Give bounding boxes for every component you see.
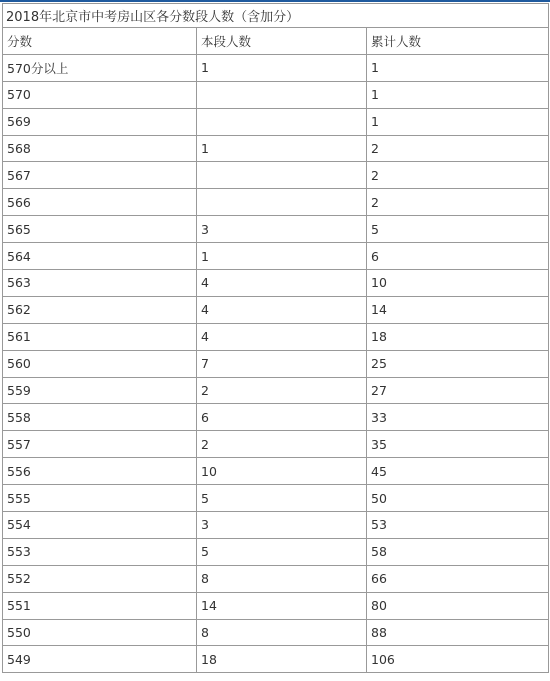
cell-score: 551 [3, 592, 197, 619]
header-row [3, 28, 549, 55]
cell-score: 566 [3, 189, 197, 216]
cell-segment-count: 14 [197, 592, 367, 619]
cell-cumulative-count: 88 [367, 619, 549, 646]
table-row [3, 81, 549, 108]
cell-cumulative-count: 58 [367, 538, 549, 565]
cell-cumulative-count: 25 [367, 350, 549, 377]
header-cumulative-count: 累计人数 [367, 28, 549, 55]
cell-segment-count: 2 [197, 377, 367, 404]
cell-score: 558 [3, 404, 197, 431]
cell-cumulative-count: 35 [367, 431, 549, 458]
cell-cumulative-count: 66 [367, 565, 549, 592]
cell-cumulative-count: 2 [367, 162, 549, 189]
cell-segment-count [197, 81, 367, 108]
cell-segment-count: 7 [197, 350, 367, 377]
table-row [3, 485, 549, 512]
cell-segment-count: 3 [197, 512, 367, 539]
cell-segment-count: 5 [197, 538, 367, 565]
table-row [3, 243, 549, 270]
cell-cumulative-count: 45 [367, 458, 549, 485]
table-body [3, 4, 549, 673]
cell-segment-count: 4 [197, 323, 367, 350]
table-row [3, 592, 549, 619]
table-row [3, 646, 549, 673]
score-distribution-table [2, 3, 549, 673]
table-row [3, 270, 549, 297]
cell-score: 556 [3, 458, 197, 485]
cell-score: 570 [3, 81, 197, 108]
cell-segment-count: 4 [197, 270, 367, 297]
table-row [3, 108, 549, 135]
cell-cumulative-count: 14 [367, 296, 549, 323]
cell-segment-count: 18 [197, 646, 367, 673]
cell-score: 563 [3, 270, 197, 297]
table-row [3, 458, 549, 485]
cell-cumulative-count: 5 [367, 216, 549, 243]
table-row [3, 619, 549, 646]
cell-cumulative-count: 2 [367, 189, 549, 216]
cell-score: 562 [3, 296, 197, 323]
table-row [3, 538, 549, 565]
cell-score: 554 [3, 512, 197, 539]
cell-segment-count [197, 162, 367, 189]
table-row [3, 216, 549, 243]
cell-segment-count: 10 [197, 458, 367, 485]
cell-score: 568 [3, 135, 197, 162]
cell-segment-count: 8 [197, 619, 367, 646]
table-row [3, 350, 549, 377]
cell-cumulative-count: 1 [367, 81, 549, 108]
table-row [3, 323, 549, 350]
cell-segment-count: 8 [197, 565, 367, 592]
cell-score: 560 [3, 350, 197, 377]
table-row [3, 54, 549, 81]
cell-score: 569 [3, 108, 197, 135]
top-border [0, 0, 550, 2]
table-title: 2018年北京市中考房山区各分数段人数（含加分） [3, 4, 549, 28]
table-row [3, 135, 549, 162]
cell-segment-count: 6 [197, 404, 367, 431]
header-segment-count: 本段人数 [197, 28, 367, 55]
table-row [3, 431, 549, 458]
cell-segment-count: 4 [197, 296, 367, 323]
cell-segment-count: 3 [197, 216, 367, 243]
cell-score: 565 [3, 216, 197, 243]
cell-score: 550 [3, 619, 197, 646]
header-score: 分数 [3, 28, 197, 55]
cell-cumulative-count: 106 [367, 646, 549, 673]
cell-cumulative-count: 27 [367, 377, 549, 404]
cell-cumulative-count: 80 [367, 592, 549, 619]
cell-cumulative-count: 50 [367, 485, 549, 512]
cell-cumulative-count: 1 [367, 108, 549, 135]
cell-segment-count: 1 [197, 243, 367, 270]
cell-score: 564 [3, 243, 197, 270]
cell-cumulative-count: 53 [367, 512, 549, 539]
cell-segment-count: 2 [197, 431, 367, 458]
cell-score: 555 [3, 485, 197, 512]
cell-score: 567 [3, 162, 197, 189]
cell-segment-count: 5 [197, 485, 367, 512]
table-row [3, 189, 549, 216]
cell-cumulative-count: 33 [367, 404, 549, 431]
cell-score: 549 [3, 646, 197, 673]
table-row [3, 296, 549, 323]
cell-score: 552 [3, 565, 197, 592]
cell-segment-count [197, 189, 367, 216]
cell-score: 559 [3, 377, 197, 404]
table-row [3, 377, 549, 404]
table-row [3, 404, 549, 431]
cell-score: 553 [3, 538, 197, 565]
cell-segment-count: 1 [197, 54, 367, 81]
cell-cumulative-count: 18 [367, 323, 549, 350]
cell-score: 570分以上 [3, 54, 197, 81]
cell-cumulative-count: 2 [367, 135, 549, 162]
cell-segment-count: 1 [197, 135, 367, 162]
cell-score: 561 [3, 323, 197, 350]
cell-cumulative-count: 6 [367, 243, 549, 270]
table-row [3, 565, 549, 592]
cell-cumulative-count: 10 [367, 270, 549, 297]
table-row [3, 512, 549, 539]
cell-score: 557 [3, 431, 197, 458]
cell-cumulative-count: 1 [367, 54, 549, 81]
table-row [3, 162, 549, 189]
title-row [3, 4, 549, 28]
cell-segment-count [197, 108, 367, 135]
